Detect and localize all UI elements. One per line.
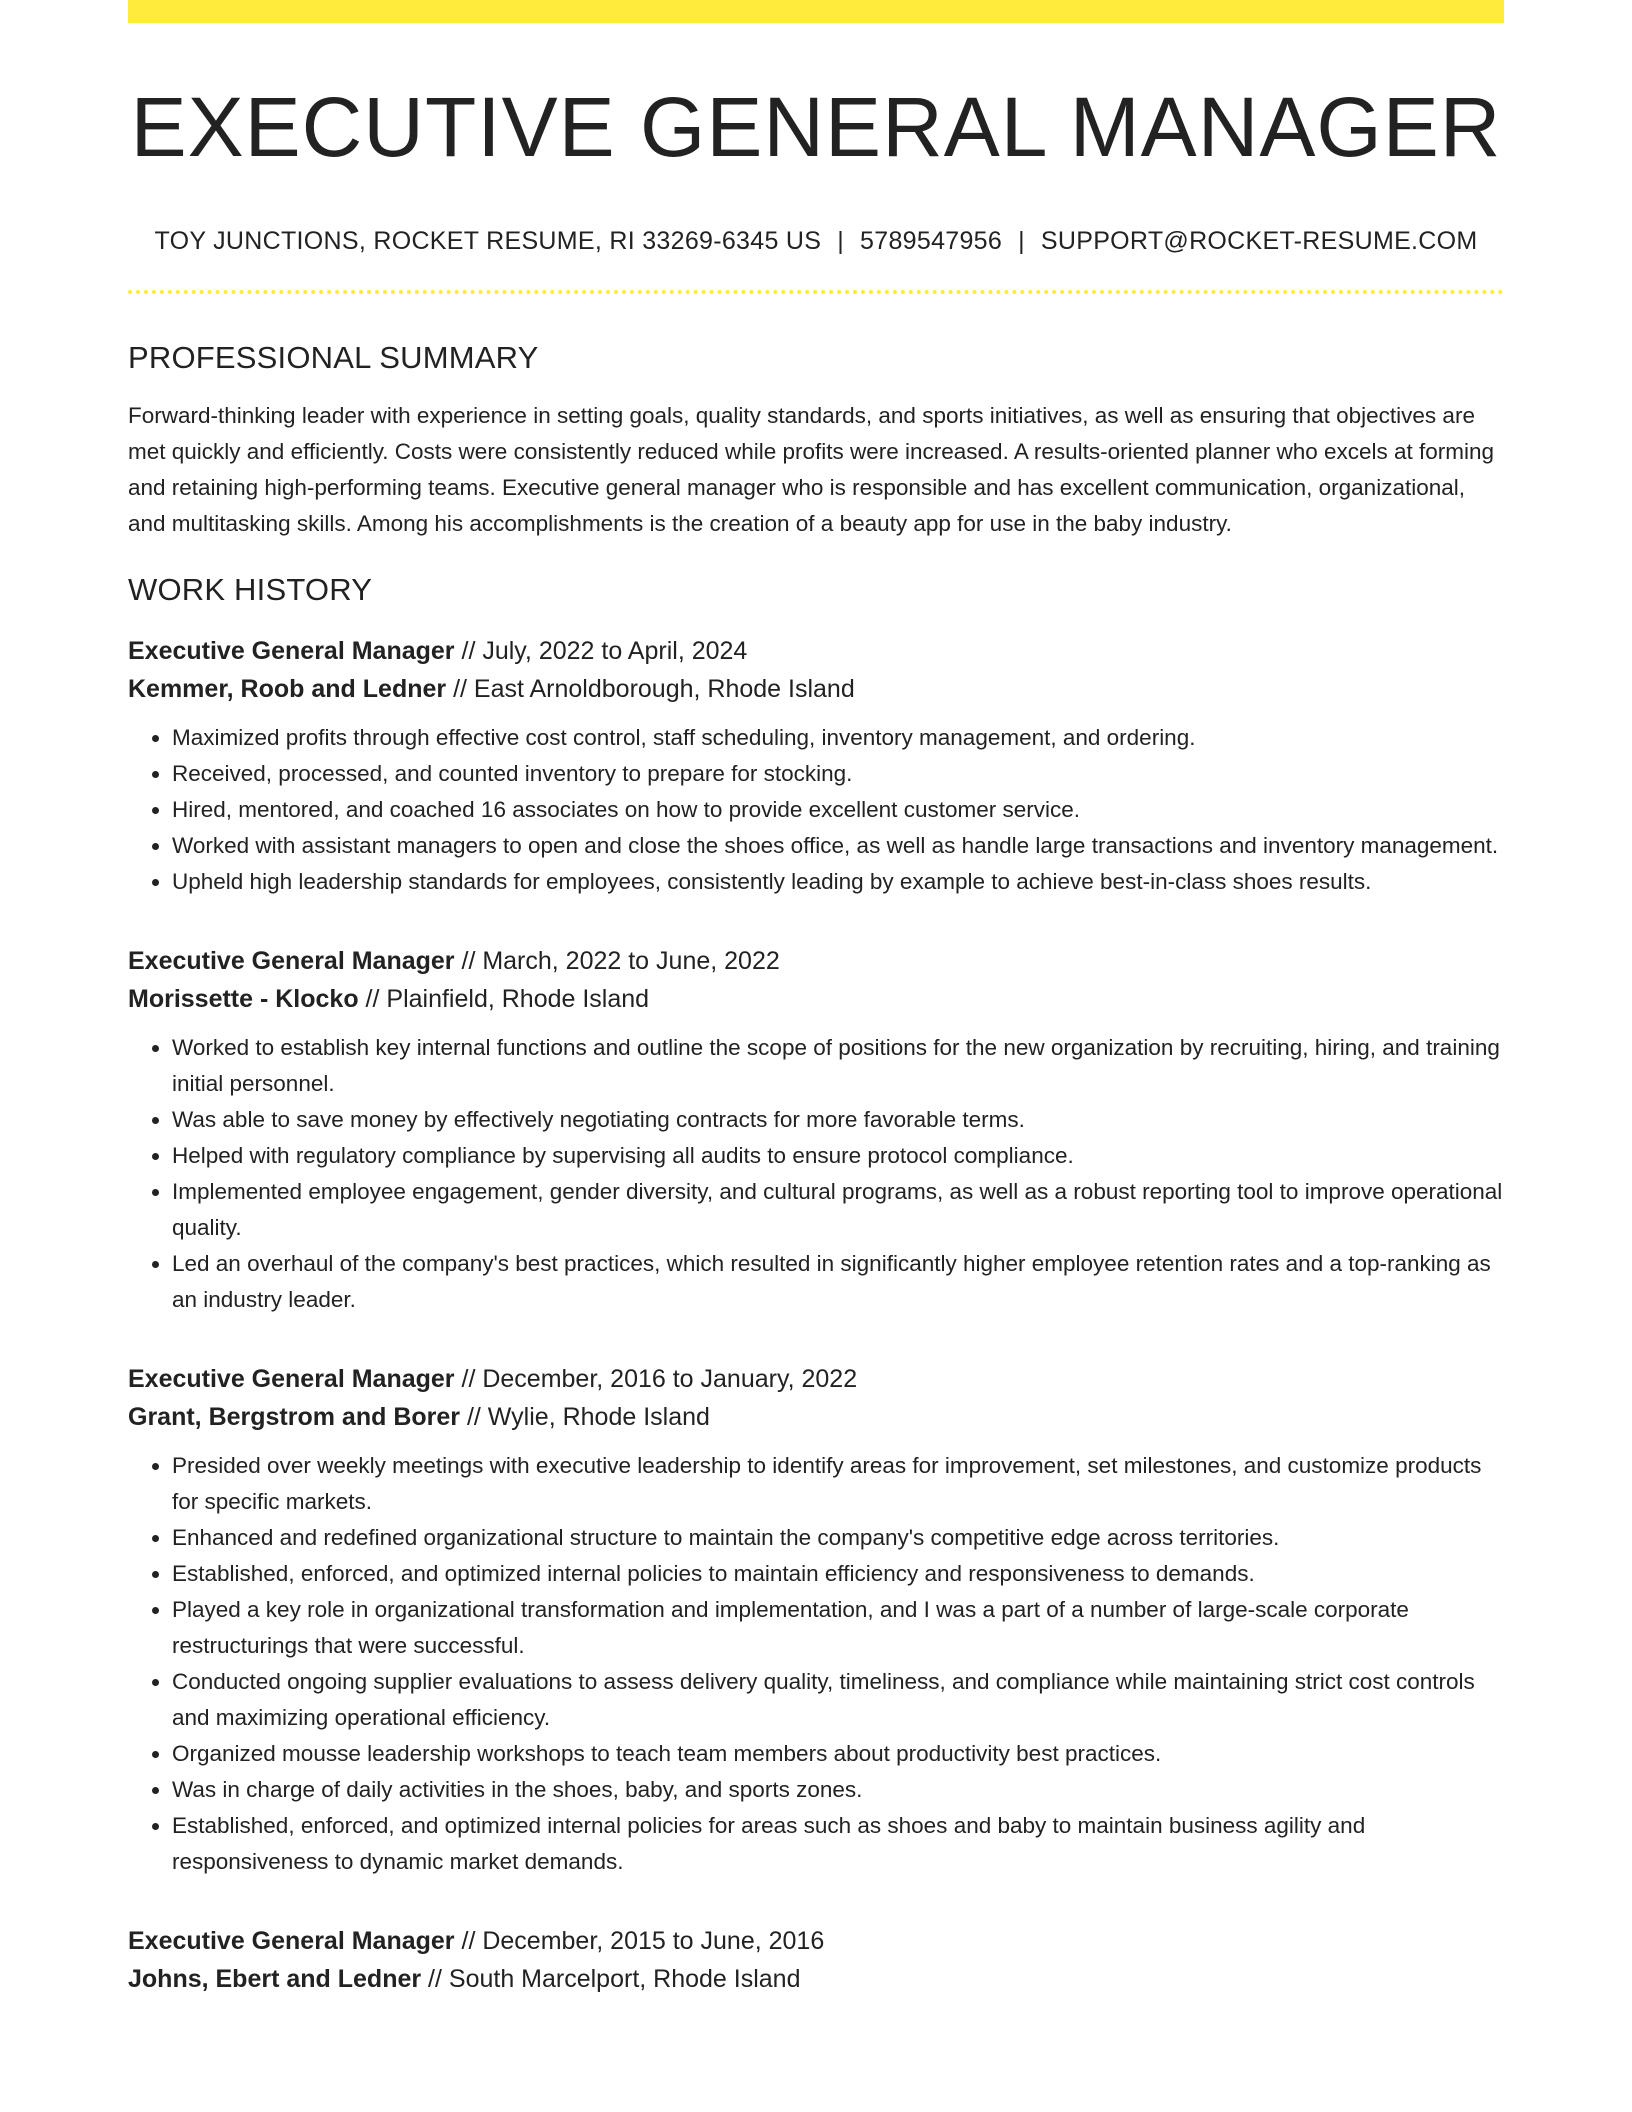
contact-address: TOY JUNCTIONS, ROCKET RESUME, RI 33269-6345 US xyxy=(154,227,822,255)
job-bullet: • Presided over weekly meetings with executive leadership to identify areas for improvement, set milestones, and customize products for specific markets. xyxy=(172,1448,1504,1520)
job-bullet: • Hired, mentored, and coached 16 associates on how to provide excellent customer service. xyxy=(172,792,1504,828)
work-history-list xyxy=(128,632,1504,1998)
job-dates: // December, 2015 to June, 2016 xyxy=(454,1927,825,1955)
job-company: Morissette - Klocko xyxy=(128,985,359,1013)
summary-heading: PROFESSIONAL SUMMARY xyxy=(128,340,539,375)
job-company: Kemmer, Roob and Ledner xyxy=(128,675,447,703)
job-company-line xyxy=(128,670,1504,708)
summary-text: Forward-thinking leader with experience in setting goals, quality standards, and sports initiatives, as well as ensuring that objectives are met quickly and efficiently. Costs were consistently reduced while profits were increased. A results-oriented planner who excels at forming and retaining high-performing teams. Executive general manager who is responsible and has excellent communication, organizational, and multitasking skills. Among his accomplishments is the creation of a beauty app for use in the baby industry. xyxy=(128,403,1495,536)
job-location: // East Arnoldborough, Rhode Island xyxy=(446,675,855,703)
job-company-line xyxy=(128,1398,1504,1436)
job-bullet: • Conducted ongoing supplier evaluations to assess delivery quality, timeliness, and compliance while maintaining strict cost controls and maximizing operational efficiency. xyxy=(172,1664,1504,1736)
job-bullet: • Maximized profits through effective cost control, staff scheduling, inventory management, and ordering. xyxy=(172,720,1504,756)
job-company-line xyxy=(128,1960,1504,1998)
job-company: Grant, Bergstrom and Borer xyxy=(128,1403,461,1431)
contact-separator: | xyxy=(837,227,845,255)
job-entry xyxy=(128,1922,1504,1998)
job-dates: // July, 2022 to April, 2024 xyxy=(454,637,748,665)
job-bullet: • Organized mousse leadership workshops to teach team members about productivity best practices. xyxy=(172,1736,1504,1772)
job-role: Executive General Manager xyxy=(128,947,455,975)
job-entry xyxy=(128,632,1504,900)
job-location: // Wylie, Rhode Island xyxy=(460,1403,710,1431)
contact-line xyxy=(128,227,1504,256)
job-role: Executive General Manager xyxy=(128,637,455,665)
job-dates: // March, 2022 to June, 2022 xyxy=(454,947,780,975)
job-title-line xyxy=(128,1922,1504,1960)
top-accent-bar xyxy=(128,0,1504,23)
resume-page xyxy=(128,0,1504,1998)
job-role: Executive General Manager xyxy=(128,1365,455,1393)
job-entry xyxy=(128,1360,1504,1880)
contact-phone: 5789547956 xyxy=(860,227,1003,255)
job-entry xyxy=(128,942,1504,1318)
job-bullet-list xyxy=(128,1448,1504,1880)
job-bullet: • Received, processed, and counted inventory to prepare for stocking. xyxy=(172,756,1504,792)
job-bullet-list xyxy=(128,1030,1504,1318)
dotted-divider xyxy=(128,290,1504,294)
job-bullet: • Was able to save money by effectively negotiating contracts for more favorable terms. xyxy=(172,1102,1504,1138)
contact-email: SUPPORT@ROCKET-RESUME.COM xyxy=(1040,227,1478,255)
job-title-line xyxy=(128,942,1504,980)
job-bullet: • Established, enforced, and optimized internal policies to maintain efficiency and responsiveness to demands. xyxy=(172,1556,1504,1592)
job-bullet-list xyxy=(128,720,1504,900)
job-title-line xyxy=(128,1360,1504,1398)
contact-separator: | xyxy=(1018,227,1025,255)
job-location: // South Marcelport, Rhode Island xyxy=(421,1965,801,1993)
job-bullet: • Upheld high leadership standards for employees, consistently leading by example to achieve best-in-class shoes results. xyxy=(172,864,1504,900)
job-company-line xyxy=(128,980,1504,1018)
job-dates: // December, 2016 to January, 2022 xyxy=(454,1365,858,1393)
job-company: Johns, Ebert and Ledner xyxy=(128,1965,422,1993)
job-bullet: • Worked with assistant managers to open and close the shoes office, as well as handle large transactions and inventory management. xyxy=(172,828,1504,864)
job-bullet: • Played a key role in organizational transformation and implementation, and I was a part of a number of large-scale corporate restructurings that were successful. xyxy=(172,1592,1504,1664)
job-bullet: • Worked to establish key internal functions and outline the scope of positions for the new organization by recruiting, hiring, and training initial personnel. xyxy=(172,1030,1504,1102)
job-bullet: • Was in charge of daily activities in the shoes, baby, and sports zones. xyxy=(172,1772,1504,1808)
job-bullet: • Implemented employee engagement, gender diversity, and cultural programs, as well as a robust reporting tool to improve operational quality. xyxy=(172,1174,1504,1246)
job-title-line xyxy=(128,632,1504,670)
work-history-heading: WORK HISTORY xyxy=(128,572,373,607)
job-bullet: • Established, enforced, and optimized internal policies for areas such as shoes and baby to maintain business agility and responsiveness to dynamic market demands. xyxy=(172,1808,1504,1880)
job-bullet: • Helped with regulatory compliance by supervising all audits to ensure protocol compliance. xyxy=(172,1138,1504,1174)
job-location: // Plainfield, Rhode Island xyxy=(358,985,650,1013)
job-bullet: • Led an overhaul of the company's best practices, which resulted in significantly higher employee retention rates and a top-ranking as an industry leader. xyxy=(172,1246,1504,1318)
resume-name: EXECUTIVE GENERAL MANAGER xyxy=(130,80,1502,174)
job-role: Executive General Manager xyxy=(128,1927,455,1955)
job-bullet: • Enhanced and redefined organizational structure to maintain the company's competitive edge across territories. xyxy=(172,1520,1504,1556)
